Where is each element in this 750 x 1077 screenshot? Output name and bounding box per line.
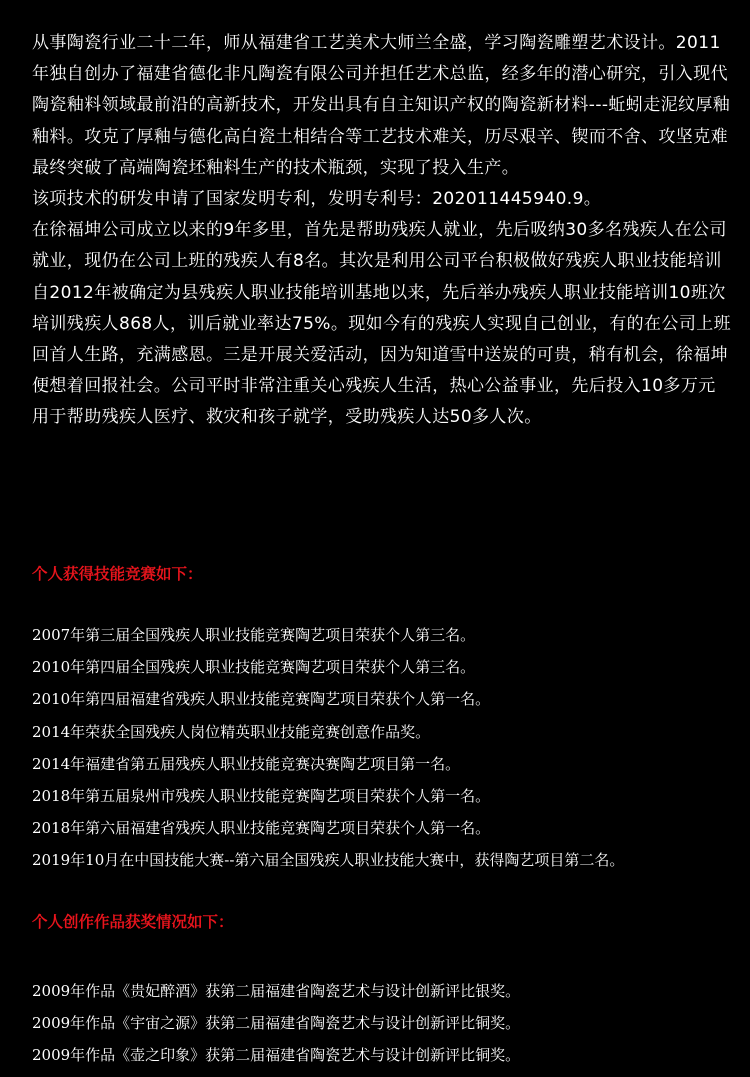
artwork-awards-list [32, 980, 520, 1077]
list-item: 2009年作品《壶之印象》获第二届福建省陶瓷艺术与设计创新评比铜奖。 [32, 1046, 521, 1065]
intro-paragraph-2: 该项技术的研发申请了国家发明专利，发明专利号：202011445940.9。 [32, 189, 602, 210]
list-item: 2014年福建省第五届残疾人职业技能竞赛决赛陶艺项目第一名。 [32, 754, 461, 773]
list-item: 2010年第四届全国残疾人职业技能竞赛陶艺项目荣获个人第三名。 [32, 658, 476, 677]
list-item: 2018年第六届福建省残疾人职业技能竞赛陶艺项目荣获个人第一名。 [32, 819, 491, 838]
intro-section [32, 28, 732, 434]
list-item: 2007年第三届全国残疾人职业技能竞赛陶艺项目荣获个人第三名。 [32, 626, 476, 644]
list-item: 2019年10月在中国技能大赛--第六届全国残疾人职业技能大赛中，获得陶艺项目第二名。 [32, 851, 625, 870]
list-item: 2018年第五届泉州市残疾人职业技能竞赛陶艺项目荣获个人第一名。 [32, 786, 491, 805]
competition-awards-heading: 个人获得技能竞赛如下： [32, 564, 203, 583]
list-item: 2009年作品《贵妃醉酒》获第二届福建省陶瓷艺术与设计创新评比银奖。 [32, 982, 521, 1000]
intro-paragraph-3: 在徐福坤公司成立以来的9年多里，首先是帮助残疾人就业，先后吸纳30多名残疾人在公司就业，现仍在公司上班的残疾人有8名。其次是利用公司平台积极做好残疾人职业技能培训自2012年被确定为县残疾人职业技能培训基地以来，先后举办残疾人职业技能培训10班次培训残疾人868人，训后就业率达75%。现如今有的残疾人实现自己创业，有的在公司上班回首人生路，充满感恩。三是开展关爱活动，因为知道雪中送炭的可贵，稍有机会，徐福坤便想着回报社会。公司平时非常注重关心残疾人生活，热心公益事业，先后投入10多万元用于帮助残疾人医疗、救灾和孩子就学，受助残疾人达50多人次。 [32, 220, 732, 428]
list-item: 2014年荣获全国残疾人岗位精英职业技能竞赛创意作品奖。 [32, 722, 431, 741]
competition-awards-list [32, 624, 624, 882]
artwork-awards-heading: 个人创作作品获奖情况如下： [32, 912, 234, 931]
list-item: 2009年作品《宇宙之源》获第二届福建省陶瓷艺术与设计创新评比铜奖。 [32, 1014, 521, 1033]
intro-paragraph-1: 从事陶瓷行业二十二年，师从福建省工艺美术大师兰全盛，学习陶瓷雕塑艺术设计。2011年独自创办了福建省德化非凡陶瓷有限公司并担任艺术总监，经多年的潜心研究，引入现代陶瓷釉料领域最前沿的高新技术，开发出具有自主知识产权的陶瓷新材料---蚯蚓走泥纹厚釉釉料。攻克了厚釉与德化高白瓷土相结合等工艺技术难关，历尽艰辛、锲而不舍、攻坚克难最终突破了高端陶瓷坯釉料生产的技术瓶颈，实现了投入生产。 [32, 33, 731, 178]
list-item: 2010年第四届福建省残疾人职业技能竞赛陶艺项目荣获个人第一名。 [32, 690, 491, 709]
